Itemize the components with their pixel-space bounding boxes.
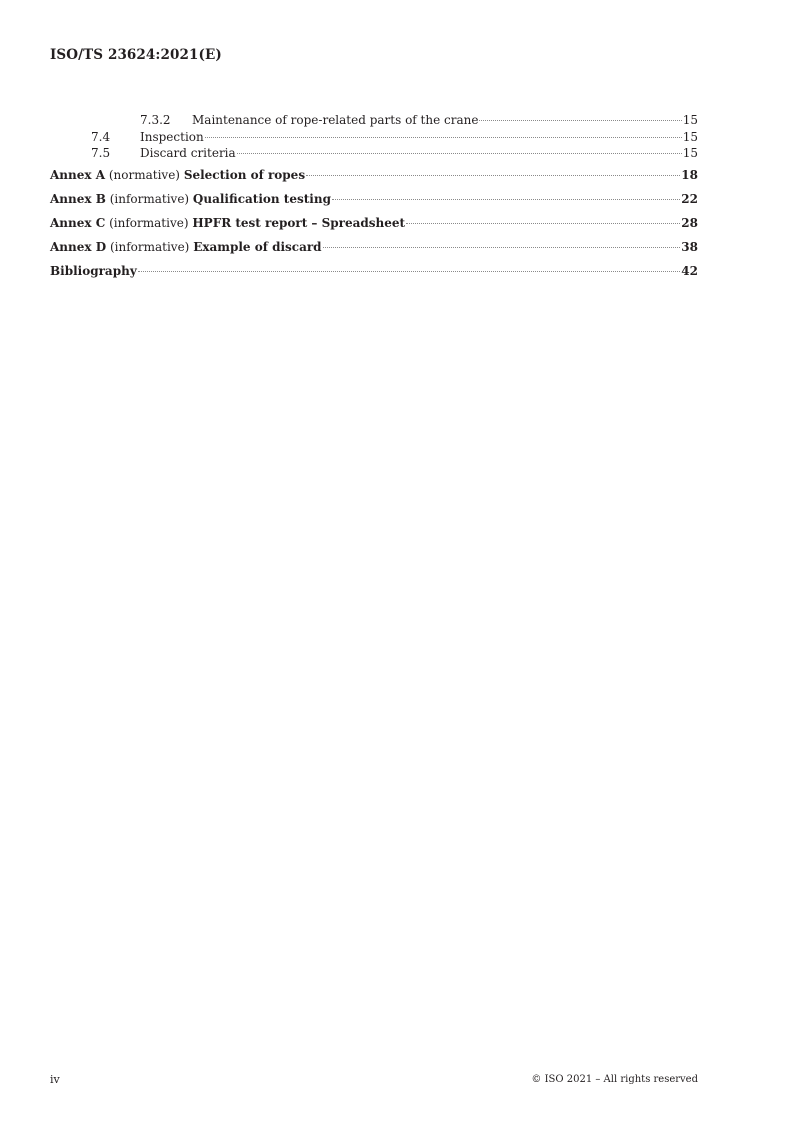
toc-entry-7-4[interactable] <box>50 129 698 145</box>
annex-title: Example of discard <box>193 240 322 254</box>
toc-leader-dots <box>138 271 681 272</box>
toc-leader-dots <box>332 199 680 200</box>
table-of-contents <box>50 112 698 283</box>
toc-leader-dots <box>323 247 681 248</box>
toc-entry-number: 7.3.2 <box>140 113 171 127</box>
annex-label: Annex A <box>50 168 106 182</box>
toc-entry-page: 15 <box>682 146 698 160</box>
toc-entry-page: 22 <box>681 192 698 206</box>
toc-leader-dots <box>406 223 680 224</box>
annex-label: Annex C <box>50 216 106 230</box>
toc-leader-dots <box>205 137 682 138</box>
toc-entry-title: Inspection <box>140 130 204 144</box>
bibliography-title: Bibliography <box>50 264 137 278</box>
toc-entry-page: 18 <box>681 168 698 182</box>
annex-title: Qualification testing <box>192 192 331 206</box>
toc-entry-page: 15 <box>682 113 698 127</box>
page-number: iv <box>50 1073 60 1086</box>
annex-title: Selection of ropes <box>183 168 306 182</box>
annex-label: Annex B <box>50 192 106 206</box>
toc-entry-annex-b[interactable] <box>50 187 698 211</box>
toc-leader-dots <box>237 153 682 154</box>
toc-entry-annex-a[interactable] <box>50 163 698 187</box>
document-header: ISO/TS 23624:2021(E) <box>50 47 222 63</box>
toc-leader-dots <box>479 120 681 121</box>
toc-entry-page: 28 <box>681 216 698 230</box>
toc-entry-title: Maintenance of rope-related parts of the crane <box>192 113 479 127</box>
annex-status: (normative) <box>105 168 184 182</box>
toc-entry-7-5[interactable] <box>50 145 698 161</box>
toc-entry-page: 15 <box>682 130 698 144</box>
toc-entry-7-3-2[interactable] <box>50 112 698 129</box>
toc-entry-title: Discard criteria <box>140 146 236 160</box>
annex-status: (informative) <box>106 240 194 254</box>
toc-entry-page: 42 <box>681 264 698 278</box>
toc-entry-annex-d[interactable] <box>50 235 698 259</box>
annex-label: Annex D <box>50 240 107 254</box>
toc-entry-number: 7.5 <box>91 146 111 160</box>
toc-entry-page: 38 <box>681 240 698 254</box>
annex-title: HPFR test report – Spreadsheet <box>192 216 406 230</box>
annex-status: (informative) <box>105 192 193 206</box>
annex-status: (informative) <box>105 216 193 230</box>
toc-leader-dots <box>306 175 680 176</box>
toc-entry-number: 7.4 <box>91 130 111 144</box>
copyright-notice: © ISO 2021 – All rights reserved <box>531 1074 698 1085</box>
toc-entry-annex-c[interactable] <box>50 211 698 235</box>
toc-entry-bibliography[interactable] <box>50 259 698 283</box>
